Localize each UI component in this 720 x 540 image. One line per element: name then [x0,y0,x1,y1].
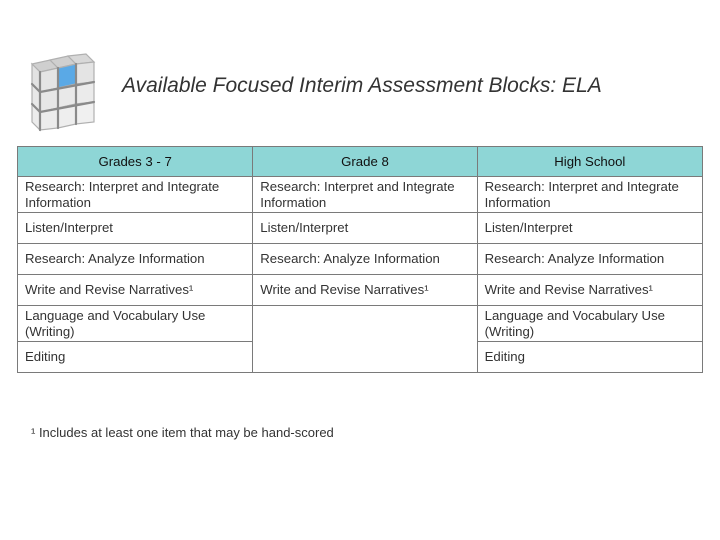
table-cell: Research: Interpret and Integrate Information [253,177,477,213]
table-row [18,177,703,213]
column-header-high-school: High School [477,147,702,177]
table-cell: Research: Analyze Information [253,244,477,275]
table-cell: Listen/Interpret [18,213,253,244]
table-cell: Research: Analyze Information [477,244,702,275]
table-cell: Research: Interpret and Integrate Information [18,177,253,213]
table-cell: Language and Vocabulary Use (Writing) [18,306,253,342]
table-cell: Language and Vocabulary Use (Writing) [477,306,702,342]
table-cell: Write and Revise Narratives¹ [18,275,253,306]
page-title: Available Focused Interim Assessment Blocks: ELA [122,74,602,97]
table-cell: Research: Analyze Information [18,244,253,275]
table-cell: Editing [477,342,702,373]
table-cell-empty [253,306,477,373]
table-cell: Write and Revise Narratives¹ [477,275,702,306]
column-header-grades-3-7: Grades 3 - 7 [18,147,253,177]
table-cell: Write and Revise Narratives¹ [253,275,477,306]
table-row [18,244,703,275]
table-row [18,306,703,342]
rubik-cube-icon [22,52,106,132]
column-header-grade-8: Grade 8 [253,147,477,177]
table-cell: Listen/Interpret [477,213,702,244]
table-row [18,275,703,306]
assessment-blocks-table [17,146,703,373]
table-row [18,213,703,244]
table-cell: Research: Interpret and Integrate Information [477,177,702,213]
footnote: ¹ Includes at least one item that may be hand-scored [31,425,334,440]
table-cell: Listen/Interpret [253,213,477,244]
table-header-row [18,147,703,177]
table-cell: Editing [18,342,253,373]
